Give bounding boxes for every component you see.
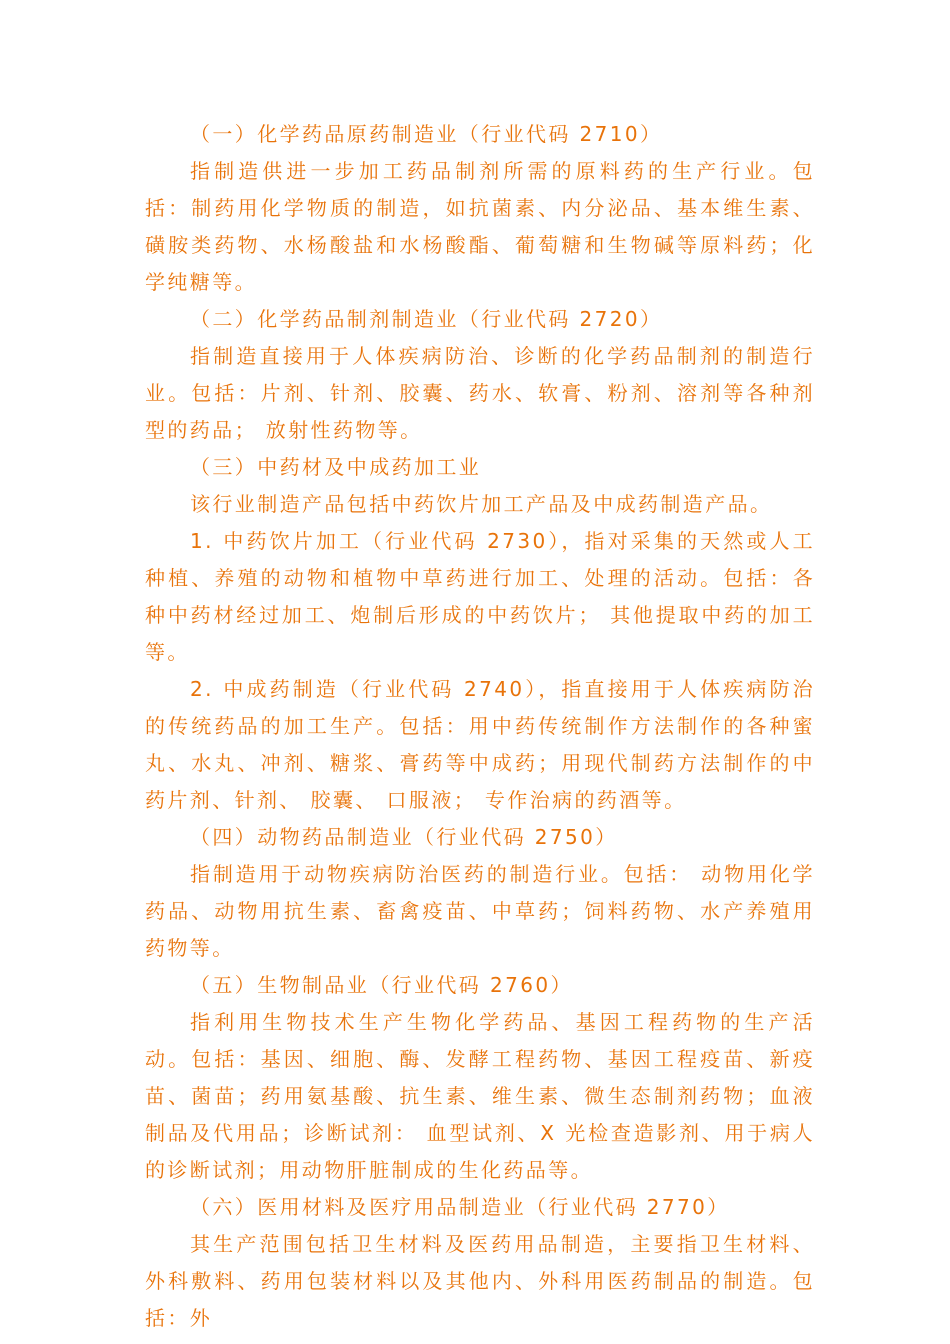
paragraph-medical-materials: 其生产范围包括卫生材料及医药用品制造，主要指卫生材料、外科敷料、药用包装材料以及其他内、外科用医药制品的制造。包括：外	[145, 1232, 815, 1330]
heading-chemical-preparations: （二）化学药品制剂制造业（行业代码 2720）	[190, 307, 663, 331]
paragraph-tcm-decoction-pieces: 1. 中药饮片加工（行业代码 2730），指对采集的天然或人工种植、养殖的动物和植物中草药进行加工、处理的活动。包括：各种中药材经过加工、炮制后形成的中药饮片； 其他提取中药的加工等。	[145, 529, 815, 664]
heading-biological-products: （五）生物制品业（行业代码 2760）	[190, 973, 573, 997]
heading-medical-materials: （六）医用材料及医疗用品制造业（行业代码 2770）	[190, 1195, 730, 1219]
paragraph-tcm-patent-medicine: 2. 中成药制造（行业代码 2740），指直接用于人体疾病防治的传统药品的加工生产。包括：用中药传统制作方法制作的各种蜜丸、水丸、冲剂、糖浆、膏药等中成药；用现代制药方法制作的中药片剂、针剂、 胶囊、 口服液； 专作治病的药酒等。	[145, 677, 815, 812]
heading-veterinary-drugs: （四）动物药品制造业（行业代码 2750）	[190, 825, 618, 849]
paragraph-biological-products: 指利用生物技术生产生物化学药品、基因工程药物的生产活动。包括：基因、细胞、酶、发酵工程药物、基因工程疫苗、新疫苗、菌苗；药用氨基酸、抗生素、维生素、微生态制剂药物；血液制品及代用品；诊断试剂： 血型试剂、X 光检查造影剂、用于病人的诊断试剂；用动物肝脏制成的生化药品等。	[145, 1010, 815, 1182]
paragraph-chemical-raw-drugs: 指制造供进一步加工药品制剂所需的原料药的生产行业。包括：制药用化学物质的制造，如抗菌素、内分泌品、基本维生素、磺胺类药物、水杨酸盐和水杨酸酯、葡萄糖和生物碱等原料药；化学纯糖等。	[145, 159, 815, 294]
heading-chemical-raw-drugs: （一）化学药品原药制造业（行业代码 2710）	[190, 122, 663, 146]
document-body	[145, 116, 815, 1337]
paragraph-veterinary-drugs: 指制造用于动物疾病防治医药的制造行业。包括： 动物用化学药品、动物用抗生素、畜禽疫苗、中草药；饲料药物、水产养殖用药物等。	[145, 862, 815, 960]
paragraph-chemical-preparations: 指制造直接用于人体疾病防治、诊断的化学药品制剂的制造行业。包括：片剂、针剂、胶囊、药水、软膏、粉剂、溶剂等各种剂型的药品； 放射性药物等。	[145, 344, 815, 442]
heading-tcm-processing: （三）中药材及中成药加工业	[190, 455, 482, 479]
paragraph-tcm-overview: 该行业制造产品包括中药饮片加工产品及中成药制造产品。	[190, 492, 773, 516]
